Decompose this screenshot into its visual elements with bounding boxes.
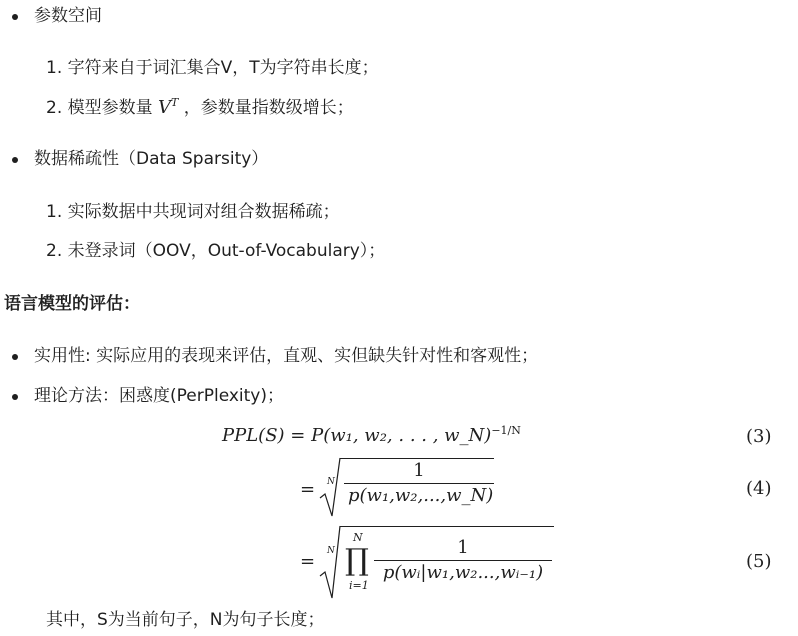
math-var: $V^T$: [158, 96, 179, 118]
eq-equals: =: [290, 425, 312, 446]
list-item: [46, 96, 354, 118]
equation-3: [222, 424, 521, 446]
list-item: 1. 实际数据中共现词对组合数据稀疏；: [46, 202, 340, 222]
bullet-theory: 理论方法：困惑度(PerPlexity)；: [34, 386, 285, 406]
list-item-text: ，参数量指数级增长；: [183, 98, 354, 118]
bullet-dot: [12, 394, 18, 400]
root-index: N: [327, 546, 335, 556]
eq-rhs: P(w₁, w₂, . . . , w_N): [311, 425, 492, 446]
footer-note: 其中，S为当前句子，N为句子长度；: [46, 610, 325, 630]
radical-sign-4: [318, 456, 342, 522]
heading-evaluation: 语言模型的评估：: [4, 294, 140, 314]
eq4-fraction: $\frac{1}{\text{p(w₁,w₂,...,w\_N)}}$: [344, 462, 494, 505]
product-upper: N: [353, 531, 363, 544]
equation-number: (3): [746, 426, 772, 447]
equation-number: (4): [746, 478, 772, 499]
radical-bar: [340, 458, 494, 459]
eq-equals: =: [300, 479, 316, 500]
product-symbol: ∏: [345, 543, 369, 578]
eq5-fraction: $\frac{1}{\text{p(wᵢ|w₁,w₂...,wᵢ₋₁)}}$: [374, 539, 552, 582]
section-title-data-sparsity: 数据稀疏性（Data Sparsity）: [34, 149, 269, 169]
eq-equals: =: [300, 551, 316, 572]
list-item-text: 2. 模型参数量: [46, 98, 153, 118]
bullet-practicality: 实用性: 实际应用的表现来评估，直观、实但缺失针对性和客观性；: [34, 346, 539, 366]
radical-bar: [340, 526, 554, 527]
root-index: N: [327, 477, 335, 487]
eq-lhs: PPL(S): [222, 425, 285, 446]
equation-number: (5): [746, 551, 772, 572]
list-item: 1. 字符来自于词汇集合V，T为字符串长度；: [46, 58, 379, 78]
eq-exponent: −1/N: [491, 424, 521, 437]
radical-sign-5: [318, 524, 342, 602]
bullet-dot: [12, 354, 18, 360]
list-item: 2. 未登录词（OOV，Out-of-Vocabulary）；: [46, 241, 386, 261]
bullet-dot: [12, 157, 18, 163]
bullet-dot: [12, 14, 18, 20]
product-lower: i=1: [349, 579, 369, 592]
section-title-param-space: 参数空间: [34, 6, 102, 26]
